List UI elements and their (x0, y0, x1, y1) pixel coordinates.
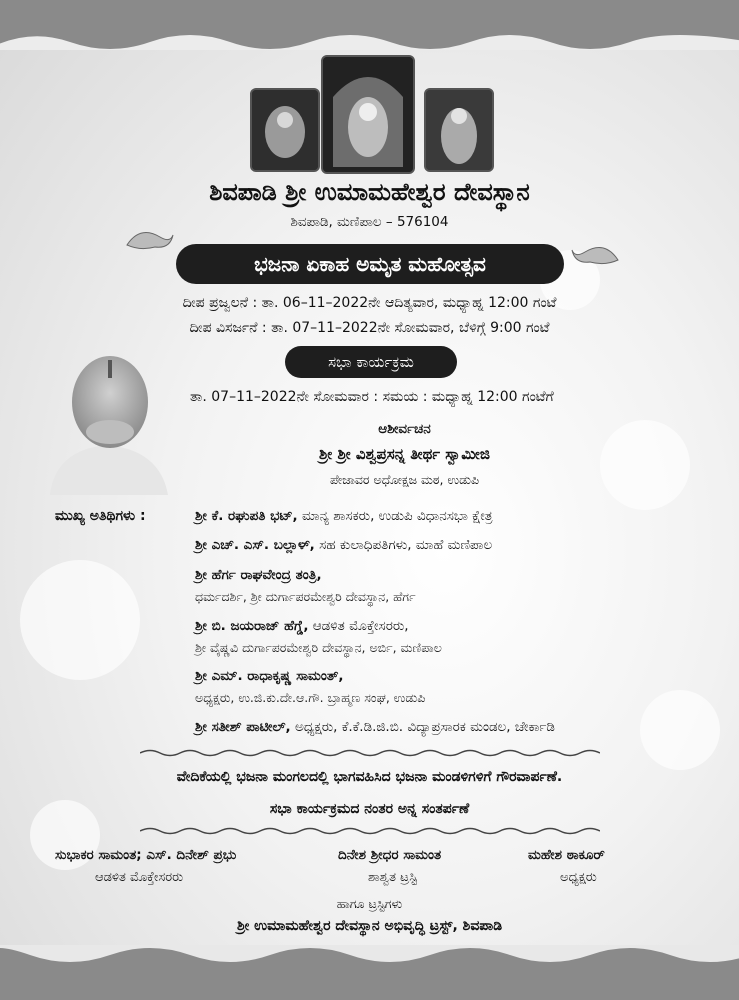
guest-role: ಆಡಳಿತ ಮೊಕ್ತೇಸರರು, (312, 618, 409, 634)
guest-name: ಶ್ರೀ ಎಚ್. ಎಸ್. ಬಲ್ಲಾಳ್, (195, 537, 315, 553)
guest-name: ಶ್ರೀ ಬಿ. ಜಯರಾಜ್ ಹೆಗ್ಡೆ, (195, 618, 309, 634)
feast-line: ಸಭಾ ಕಾರ್ಯಕ್ರಮದ ನಂತರ ಅನ್ನ ಸಂತರ್ಪಣೆ (269, 801, 470, 817)
guest-role: ಅಧ್ಯಕ್ಷರು, ಉ.ಜಿ.ಕು.ದೇ.ಆ.ಗೌ. ಬ್ರಾಹ್ಮಣ ಸಂಘ, ಉಡುಪಿ (195, 690, 426, 705)
guest-row (195, 719, 555, 735)
guest-row (195, 508, 492, 524)
trustees-label: ಹಾಗೂ ಟ್ರಸ್ಟಿಗಳು (336, 896, 403, 911)
blessing-label: ಆಶೀರ್ವಚನ (378, 421, 431, 437)
guest-name: ಶ್ರೀ ಎಮ್. ರಾಧಾಕೃಷ್ಣ ಸಾಮಂತ್, (195, 668, 344, 684)
bokeh-decoration (640, 690, 720, 770)
guest-role: ಅಧ್ಯಕ್ಷರು, ಕೆ.ಕೆ.ಡಿ.ಜಿ.ಬಿ. ವಿದ್ಯಾಪ್ರಸಾರಕ ಮಂಡಲ, ಚೇರ್ಕಾಡಿ (294, 719, 555, 735)
guest-row (195, 668, 344, 684)
program-date-time: ತಾ. 07–11–2022ನೇ ಸೋಮವಾರ : ಸಮಯ : ಮಧ್ಯಾಹ್ನ 12:00 ಗಂಟೆಗೆ (190, 389, 554, 405)
signatory-title: ಅಧ್ಯಕ್ಷರು (560, 870, 597, 885)
honour-line: ವೇದಿಕೆಯಲ್ಲಿ ಭಜನಾ ಮಂಗಲದಲ್ಲಿ ಭಾಗವಹಿಸಿದ ಭಜನಾ ಮಂಡಳಿಗಳಿಗೆ ಗೌರವಾರ್ಪಣೆ. (176, 769, 563, 785)
guest-role: ಮಾನ್ಯ ಶಾಸಕರು, ಉಡುಪಿ ವಿಧಾನಸಭಾ ಕ್ಷೇತ್ರ (301, 508, 493, 524)
event-title-banner (176, 244, 564, 284)
deity-photo-left (250, 88, 320, 172)
guest-role: ಧರ್ಮದರ್ಶಿ, ಶ್ರೀ ದುರ್ಗಾಪರಮೇಶ್ವರಿ ದೇವಸ್ಥಾನ, ಹೆರ್ಗ (195, 589, 416, 604)
chief-guests-label: ಮುಖ್ಯ ಅತಿಥಿಗಳು : (55, 508, 146, 524)
signatory-title: ಶಾಶ್ವತ ಟ್ರಸ್ಟಿ (368, 870, 418, 885)
signatory-name: ದಿನೇಶ ಶ್ರೀಧರ ಸಾಮಂತ (338, 847, 442, 863)
signatory-name: ಸುಭಾಕರ ಸಾಮಂತ; ಎಸ್. ದಿನೇಶ್ ಪ್ರಭು (55, 847, 237, 863)
signatory-title: ಆಡಳಿತ ಮೊಕ್ತೇಸರರು (95, 870, 184, 885)
guest-role: ಸಹ ಕುಲಾಧಿಪತಿಗಳು, ಮಾಹೆ ಮಣಿಪಾಲ (319, 537, 493, 553)
guest-name: ಶ್ರೀ ಸತೀಶ್ ಪಾಟೀಲ್, (195, 719, 291, 735)
trust-name: ಶ್ರೀ ಉಮಾಮಹೇಶ್ವರ ದೇವಸ್ಥಾನ ಅಭಿವೃದ್ಧಿ ಟ್ರಸ್ಟ್, ಶಿವಪಾಡಿ (236, 918, 503, 934)
top-border-band (0, 0, 739, 50)
program-title: ಸಭಾ ಕಾರ್ಯಕ್ರಮ (328, 353, 414, 371)
ornamental-divider (140, 748, 600, 758)
ornamental-divider (140, 826, 600, 836)
lamp-immersion-line: ದೀಪ ವಿಸರ್ಜನೆ : ತಾ. 07–11–2022ನೇ ಸೋಮವಾರ, ಬೆಳಿಗ್ಗೆ 9:00 ಗಂಟೆ (189, 320, 550, 336)
event-title: ಭಜನಾ ಏಕಾಹ ಅಮೃತ ಮಹೋತ್ಸವ (254, 252, 486, 276)
fish-ornament-right (570, 240, 620, 270)
signatory-name: ಮಹೇಶ ಠಾಕೂರ್ (528, 847, 605, 863)
temple-name: ಶಿವಪಾಡಿ ಶ್ರೀ ಉಮಾಮಹೇಶ್ವರ ದೇವಸ್ಥಾನ (209, 178, 530, 206)
fish-ornament-left (125, 225, 175, 255)
guest-row (195, 618, 409, 634)
program-title-banner (285, 346, 457, 378)
guest-name: ಶ್ರೀ ಕೆ. ರಘುಪತಿ ಭಟ್, (195, 508, 298, 524)
swamiji-name: ಶ್ರೀ ಶ್ರೀ ವಿಶ್ವಪ್ರಸನ್ನ ತೀರ್ಥ ಸ್ವಾಮೀಜಿ (319, 445, 490, 463)
guest-row (195, 537, 492, 553)
deity-photo-center (321, 55, 415, 174)
deity-photo-right (424, 88, 494, 172)
temple-address: ಶಿವಪಾಡಿ, ಮಣಿಪಾಲ – 576104 (290, 214, 449, 230)
guest-role-line2: ಶ್ರೀ ವೈಷ್ಣವಿ ದುರ್ಗಾಪರಮೇಶ್ವರಿ ದೇವಸ್ಥಾನ, ಅರ್ಬಿ, ಮಣಿಪಾಲ (195, 640, 442, 655)
bokeh-decoration (20, 560, 140, 680)
guest-row (195, 567, 322, 583)
swamiji-title: ಪೇಜಾವರ ಅಧೋಕ್ಷಜ ಮಠ, ಉಡುಪಿ (329, 472, 480, 487)
bottom-border-band (0, 945, 739, 1000)
lamp-lighting-line: ದೀಪ ಪ್ರಜ್ವಲನೆ : ತಾ. 06–11–2022ನೇ ಆದಿತ್ಯವಾರ, ಮಧ್ಯಾಹ್ನ 12:00 ಗಂಟೆ (182, 295, 557, 311)
guest-name: ಶ್ರೀ ಹೆರ್ಗ ರಾಘವೇಂದ್ರ ತಂತ್ರಿ, (195, 567, 322, 583)
